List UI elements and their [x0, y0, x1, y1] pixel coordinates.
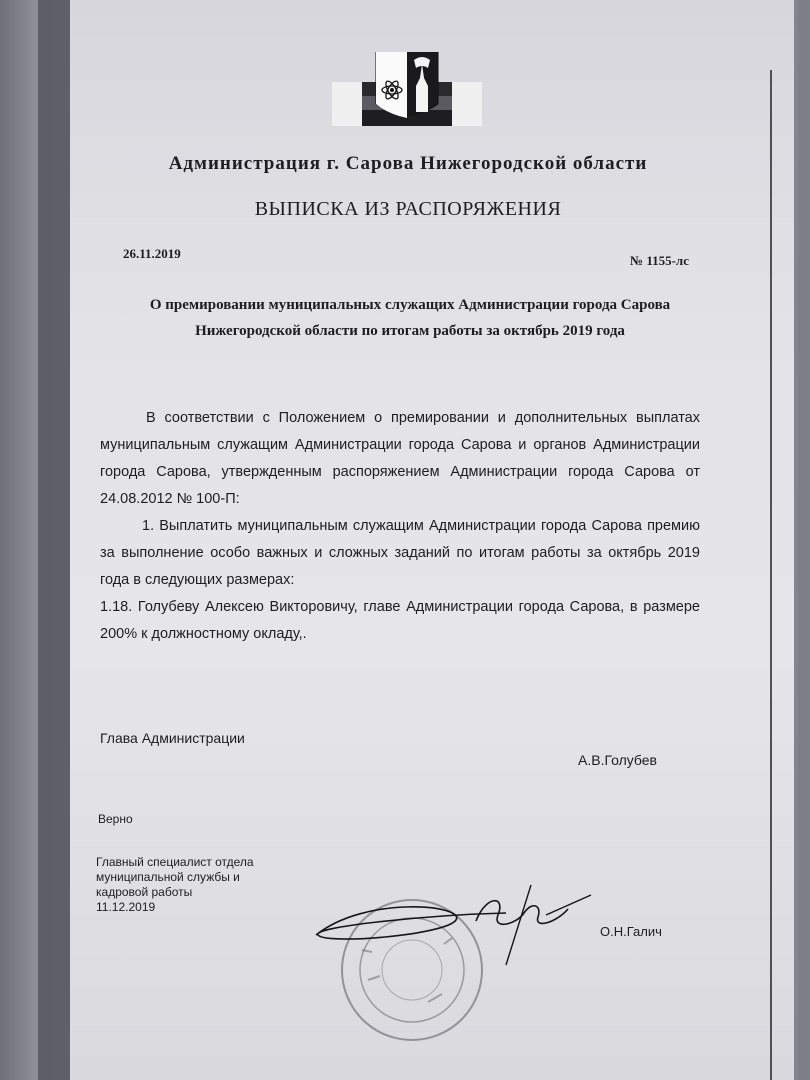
subject-line-1: О премировании муниципальных служащих Администрации города Сарова: [149, 297, 671, 313]
certifier-title-line-3: кадровой работы: [96, 885, 193, 899]
certifier-details: [96, 855, 316, 915]
certifier-name: О.Н.Галич: [600, 924, 662, 939]
signatory-position: Глава Администрации: [100, 730, 245, 746]
page-edge-line: [770, 70, 772, 1080]
order-number: № 1155-лс: [630, 253, 689, 268]
order-body: [100, 405, 700, 648]
signature-icon: [306, 875, 606, 1055]
subject-line-2: Нижегородской области по итогам работы за октябрь 2019 года: [195, 323, 625, 339]
certifier-title-line-2: муниципальной службы и: [96, 870, 240, 884]
document-page: [70, 0, 794, 1080]
document-title: ВЫПИСКА ИЗ РАСПОРЯЖЕНИЯ: [254, 198, 562, 220]
signatory-name: А.В.Голубев: [578, 752, 657, 768]
organization-title: Администрация г. Сарова Нижегородской области: [168, 153, 648, 174]
body-paragraph-clause-1-18: 1.18. Голубеву Алексею Викторовичу, главе Администрации города Сарова, в размере 200% к должностному окладу,.: [100, 599, 700, 642]
order-date: 26.11.2019: [123, 246, 181, 261]
body-paragraph-clause-1: 1. Выплатить муниципальным служащим Администрации города Сарова премию за выполнение особо важных и сложных заданий по итогам работы за октябрь 2019 года в следующих размерах:: [100, 518, 700, 588]
body-paragraph-preamble: В соответствии с Положением о премировании и дополнительных выплатах муниципальным служащим Администрации города Сарова и органов Администрации города Сарова, утвержденным распоряжением Администрации города Сарова от 24.08.2012 № 100-П:: [100, 410, 700, 507]
city-emblem-icon: [332, 52, 482, 126]
certification-date: 11.12.2019: [96, 900, 156, 914]
order-subject: [110, 292, 710, 344]
certification-label: Верно: [98, 812, 133, 826]
certifier-title-line-1: Главный специалист отдела: [96, 855, 254, 869]
